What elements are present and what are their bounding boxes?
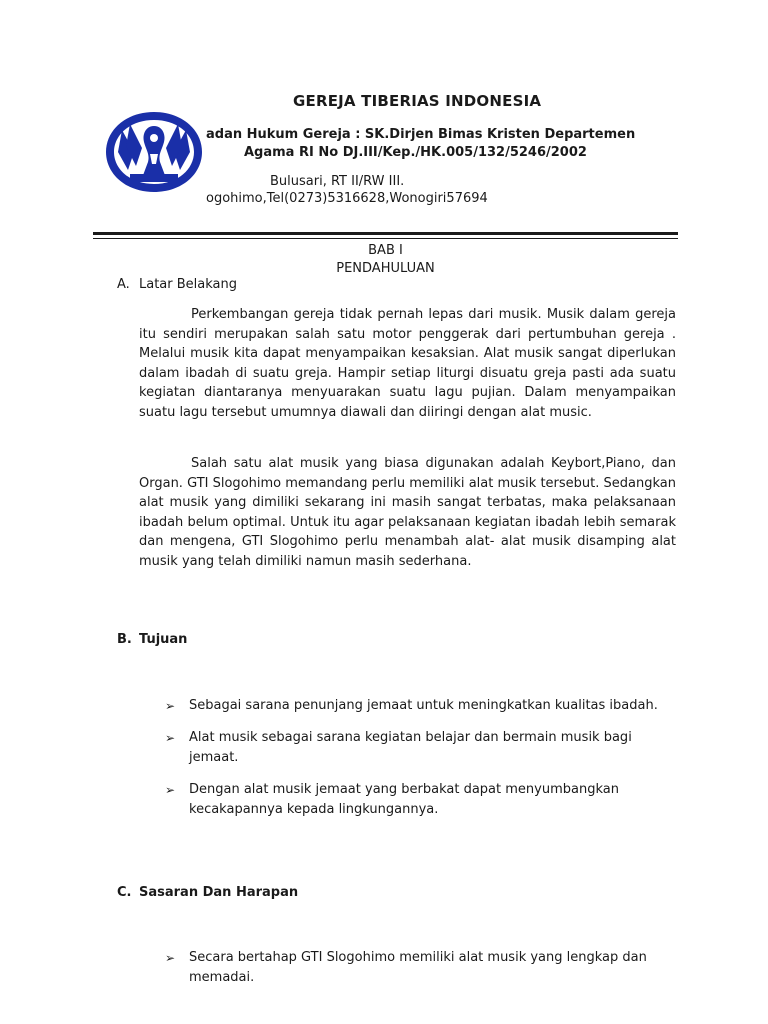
arrow-bullet-icon: ➢ — [165, 699, 176, 713]
header-divider-thin — [93, 238, 678, 239]
list-item — [165, 728, 680, 768]
targets-list — [165, 948, 680, 988]
section-c-title: Sasaran Dan Harapan — [139, 885, 299, 900]
address-line-2: ogohimo,Tel(0273)5316628,Wonogiri57694 — [206, 191, 488, 206]
organization-name: GEREJA TIBERIAS INDONESIA — [293, 92, 542, 110]
objective-text: Dengan alat musik jemaat yang berbakat dapat menyumbangkan kecakapannya kepada lingkungannya. — [189, 782, 619, 817]
section-b-letter: B. — [117, 632, 132, 647]
list-item — [165, 696, 680, 716]
church-emblem-icon — [100, 108, 208, 196]
section-c-heading — [117, 885, 298, 900]
address-line-1: Bulusari, RT II/RW III. — [270, 174, 405, 189]
background-paragraph-1: Perkembangan gereja tidak pernah lepas dari musik. Musik dalam gereja itu sendiri merupakan salah satu motor penggerak dari pertumbuhan gereja . Melalui musik kita dapat menyampaikan kesaksian. Alat musik sangat diperlukan dalam ibadah di suatu greja. Hampir setiap liturgi disuatu greja pasti ada suatu kegiatan diantaranya menyuarakan suatu lagu pujian. Dalam menyampaikan suatu lagu tersebut umumnya diawali dan diiringi dengan alat music. — [139, 307, 676, 420]
section-b-title: Tujuan — [139, 632, 188, 647]
section-a-heading — [117, 277, 237, 292]
arrow-bullet-icon: ➢ — [165, 731, 176, 745]
section-c-letter: C. — [117, 885, 132, 900]
header-divider-thick — [93, 232, 678, 235]
arrow-bullet-icon: ➢ — [165, 783, 176, 797]
chapter-number: BAB I — [368, 243, 403, 258]
target-text: Secara bertahap GTI Slogohimo memiliki alat musik yang lengkap dan memadai. — [189, 950, 647, 985]
chapter-title: PENDAHULUAN — [336, 261, 435, 276]
objective-text: Alat musik sebagai sarana kegiatan belajar dan bermain musik bagi jemaat. — [189, 730, 632, 765]
list-item — [165, 780, 680, 820]
objectives-list — [165, 696, 680, 832]
background-paragraph-2: Salah satu alat musik yang biasa digunakan adalah Keybort,Piano, dan Organ. GTI Slogohimo memandang perlu memiliki alat musik tersebut. Sedangkan alat musik yang dimiliki sekarang ini masih sangat terbatas, maka pelaksanaan ibadah belum optimal. Untuk itu agar pelaksanaan kegiatan ibadah lebih semarak dan mengena, GTI Slogohimo perlu menambah alat- alat musik disamping alat musik yang telah dimiliki namun masih sederhana. — [139, 456, 676, 569]
list-item — [165, 948, 680, 988]
legal-basis-line-1: adan Hukum Gereja : SK.Dirjen Bimas Kristen Departemen — [206, 127, 636, 142]
section-a-letter: A. — [117, 277, 130, 292]
arrow-bullet-icon: ➢ — [165, 951, 176, 965]
legal-basis-line-2: Agama RI No DJ.III/Kep./HK.005/132/5246/2002 — [244, 145, 587, 160]
section-a-title: Latar Belakang — [139, 277, 238, 292]
section-b-heading — [117, 632, 187, 647]
objective-text: Sebagai sarana penunjang jemaat untuk meningkatkan kualitas ibadah. — [189, 698, 658, 713]
